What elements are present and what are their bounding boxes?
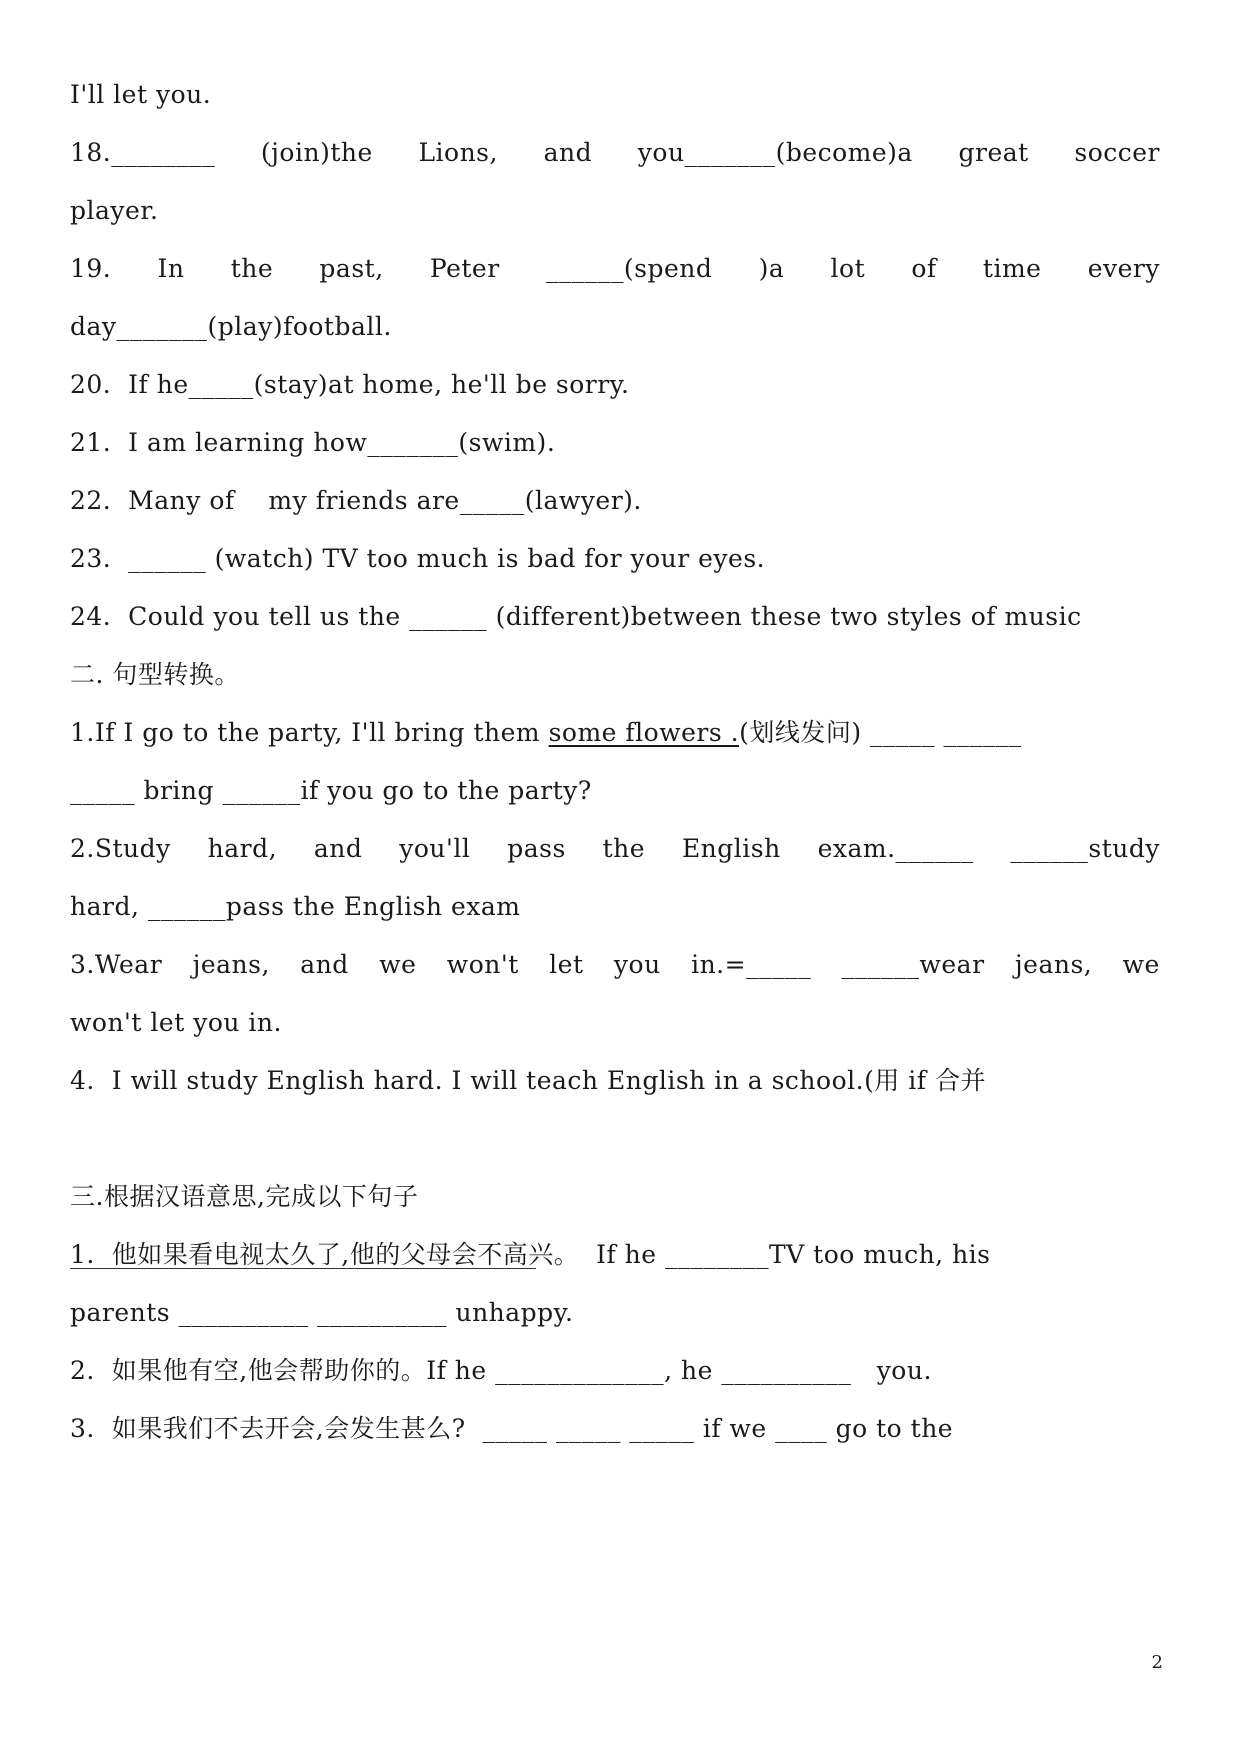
- text: 1.If I go to the party, I'll bring them: [70, 718, 541, 747]
- word: every: [1087, 254, 1160, 283]
- word: jeans,: [192, 950, 270, 979]
- word: the: [602, 834, 646, 863]
- word: and: [300, 950, 349, 979]
- word: let: [549, 950, 584, 979]
- word: great: [958, 138, 1029, 167]
- word: ______wear: [841, 950, 985, 979]
- word: won't: [446, 950, 519, 979]
- question-23: 23. ______ (watch) TV too much is bad for your eyes.: [70, 544, 766, 573]
- word: Lions,: [418, 138, 498, 167]
- word: and: [313, 834, 363, 863]
- word: 18.________: [70, 138, 216, 167]
- translate-1: 1. 他如果看电视太久了,他的父母会不高兴。 If he ________TV too much, his: [70, 1240, 991, 1269]
- translate-1-cont: parents __________ __________ unhappy.: [70, 1298, 574, 1327]
- section-2-title: 二. 句型转换。: [70, 660, 240, 689]
- translate-3: 3. 如果我们不去开会,会发生甚么? _____ _____ _____ if we ____ go to the: [70, 1414, 954, 1443]
- word: you: [613, 950, 661, 979]
- word: and: [543, 138, 593, 167]
- word: soccer: [1074, 138, 1160, 167]
- transform-1: [70, 716, 1230, 750]
- transform-3-cont: won't let you in.: [70, 1008, 282, 1037]
- transform-3: [70, 948, 1160, 982]
- question-20: 20. If he_____(stay)at home, he'll be sorry.: [70, 370, 630, 399]
- transform-2-cont: hard, ______pass the English exam: [70, 892, 521, 921]
- word: jeans,: [1014, 950, 1093, 979]
- word: of: [911, 254, 937, 283]
- word: we: [379, 950, 417, 979]
- underlined-phrase: some flowers .: [548, 718, 740, 747]
- word: past,: [319, 254, 384, 283]
- word: English: [681, 834, 781, 863]
- section-3-title: 三.根据汉语意思,完成以下句子: [70, 1182, 419, 1211]
- word: )a: [758, 254, 785, 283]
- transform-4: 4. I will study English hard. I will teach English in a school.(用 if 合并: [70, 1066, 986, 1095]
- word: (join)the: [260, 138, 373, 167]
- word: hard,: [207, 834, 278, 863]
- word: ______(spend: [545, 254, 713, 283]
- word: lot: [830, 254, 866, 283]
- question-24: 24. Could you tell us the ______ (different)between these two styles of music: [70, 602, 1082, 631]
- word: Peter: [429, 254, 500, 283]
- word: you_______(become)a: [637, 138, 913, 167]
- word: ______study: [1010, 834, 1160, 863]
- word: 3.Wear: [70, 950, 163, 979]
- transform-2: [70, 832, 1160, 866]
- question-22: 22. Many of my friends are_____(lawyer).: [70, 486, 642, 515]
- word: exam.______: [817, 834, 974, 863]
- transform-1-cont: _____ bring ______if you go to the party?: [70, 776, 592, 805]
- translate-2: 2. 如果他有空,他会帮助你的。If he _____________, he __________ you.: [70, 1356, 932, 1385]
- line-continuation: I'll let you.: [70, 80, 212, 109]
- text: (划线发问) _____ ______: [739, 718, 1022, 747]
- word: In: [157, 254, 185, 283]
- question-19: [70, 252, 1160, 286]
- question-21: 21. I am learning how_______(swim).: [70, 428, 556, 457]
- word: 2.Study: [70, 834, 171, 863]
- word: pass: [507, 834, 566, 863]
- word: time: [982, 254, 1042, 283]
- question-18-cont: player.: [70, 196, 159, 225]
- page-number: 2: [1151, 1652, 1163, 1673]
- word: in.=_____: [691, 950, 812, 979]
- word: 19.: [70, 254, 112, 283]
- question-18: [70, 136, 1160, 170]
- word: we: [1122, 950, 1160, 979]
- word: you'll: [399, 834, 471, 863]
- word: the: [230, 254, 274, 283]
- question-19-cont: day_______(play)football.: [70, 312, 392, 341]
